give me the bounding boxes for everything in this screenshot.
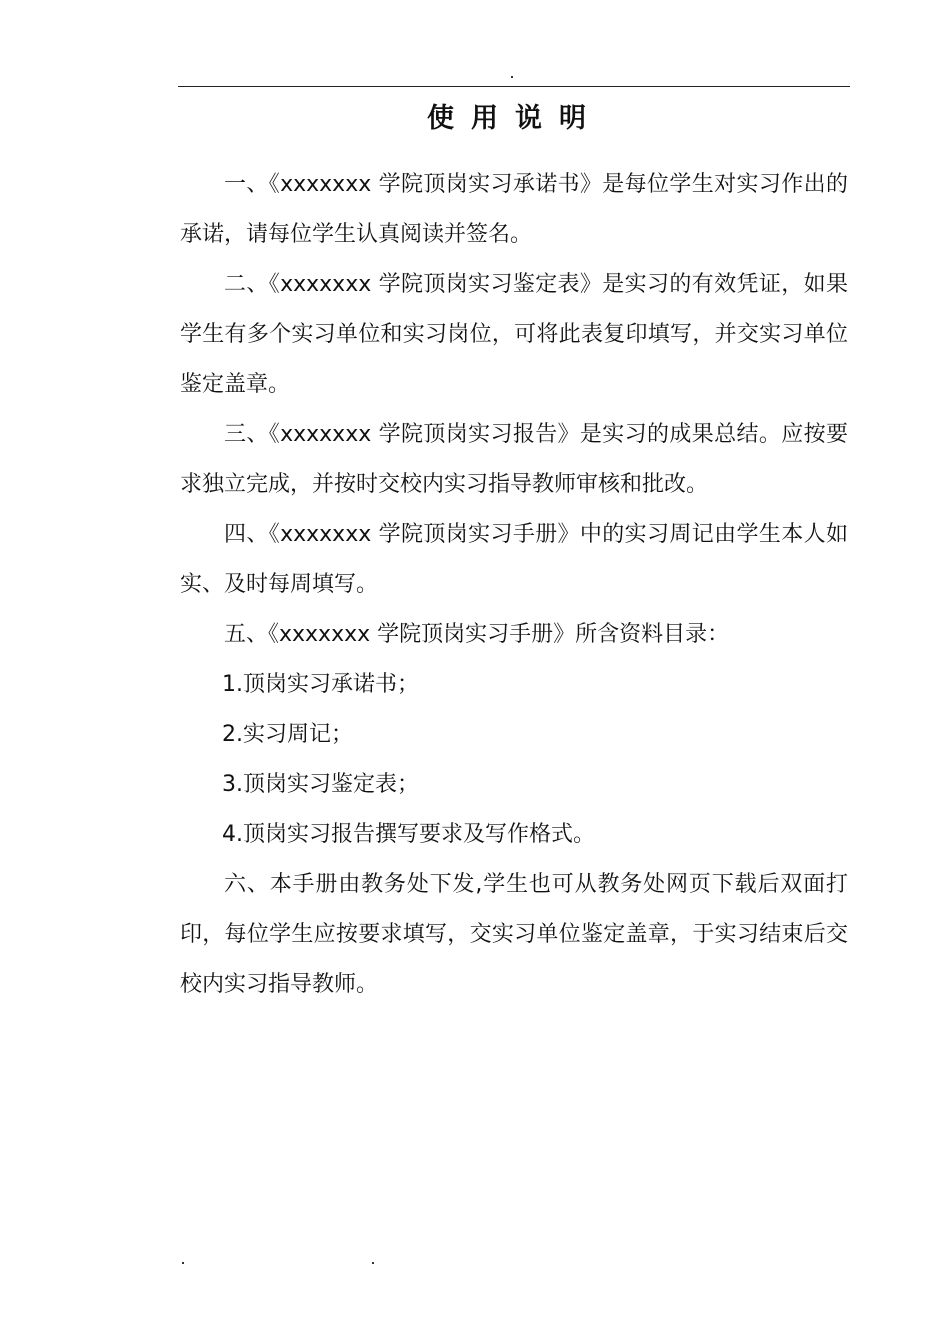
document-body xyxy=(180,160,848,1010)
paragraph-6: 六、本手册由教务处下发,学生也可从教务处网页下载后双面打印，每位学生应按要求填写，交实习单位鉴定盖章，于实习结束后交校内实习指导教师。 xyxy=(180,872,848,997)
paragraph-5: 五、《xxxxxxx 学院顶岗实习手册》所含资料目录： xyxy=(224,622,730,647)
list-item: 1.顶岗实习承诺书； xyxy=(222,672,419,697)
list-item: 2.实习周记； xyxy=(222,722,353,747)
paragraph-2: 二、《xxxxxxx 学院顶岗实习鉴定表》是实习的有效凭证，如果学生有多个实习单位和实习岗位，可将此表复印填写，并交实习单位鉴定盖章。 xyxy=(180,272,848,397)
footer-mark-center xyxy=(372,1262,374,1264)
page-title: 使用说明 xyxy=(427,103,603,134)
paragraph-4: 四、《xxxxxxx 学院顶岗实习手册》中的实习周记由学生本人如实、及时每周填写。 xyxy=(180,522,848,597)
header-mark xyxy=(511,76,513,78)
paragraph-3: 三、《xxxxxxx 学院顶岗实习报告》是实习的成果总结。应按要求独立完成，并按时交校内实习指导教师审核和批改。 xyxy=(180,422,848,497)
list-item: 4.顶岗实习报告撰写要求及写作格式。 xyxy=(222,822,595,847)
footer-mark-left xyxy=(182,1262,184,1264)
header-rule xyxy=(178,86,850,87)
paragraph-1: 一、《xxxxxxx 学院顶岗实习承诺书》是每位学生对实习作出的承诺，请每位学生认真阅读并签名。 xyxy=(180,172,848,247)
list-item: 3.顶岗实习鉴定表； xyxy=(222,772,419,797)
